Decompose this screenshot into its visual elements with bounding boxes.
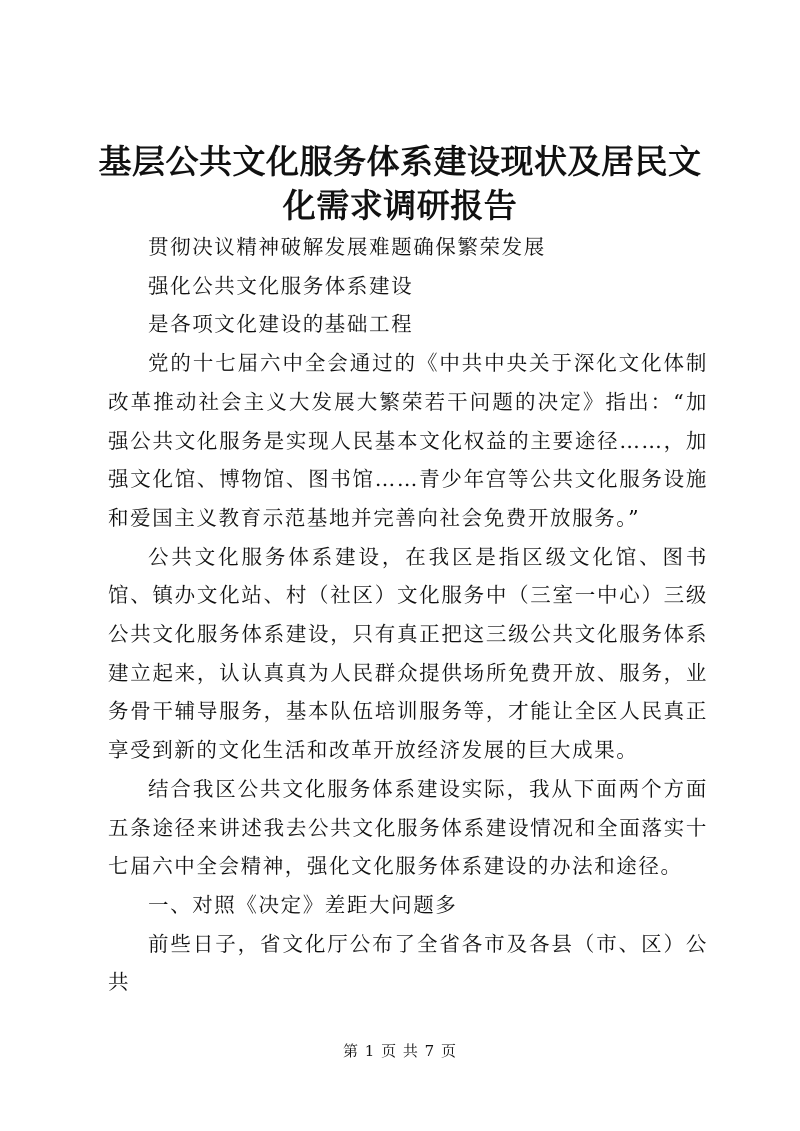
paragraph-1: 贯彻决议精神破解发展难题确保繁荣发展	[148, 235, 546, 259]
section-heading: 一、对照《决定》差距大问题多	[148, 892, 458, 917]
document-title: 基层公共文化服务体系建设现状及居民文化需求调研报告	[98, 142, 702, 225]
paragraph-7: 前些日子，省文化厅公布了全省各市及各县（市、区）公共	[108, 931, 708, 995]
page-footer: 第 1 页 共 7 页	[343, 1042, 457, 1060]
paragraph-5: 公共文化服务体系建设，在我区是指区级文化馆、图书馆、镇办文化站、村（社区）文化服务中（三室一中心）三级公共文化服务体系建设，只有真正把这三级公共文化服务体系建立起来，认认真真为人民群众提供场所免费开放、服务，业务骨干辅导服务，基本队伍培训服务等，才能让全区人民真正享受到新的文化生活和改革开放经济发展的巨大成果。	[108, 544, 708, 763]
document-body	[108, 228, 708, 1002]
paragraph-6: 结合我区公共文化服务体系建设实际，我从下面两个方面五条途径来讲述我去公共文化服务体系建设情况和全面落实十七届六中全会精神，强化文化服务体系建设的办法和途径。	[108, 776, 708, 879]
paragraph-4: 党的十七届六中全会通过的《中共中央关于深化文化体制改革推动社会主义大发展大繁荣若干问题的决定》指出：“加强公共文化服务是实现人民基本文化权益的主要途径……，加强文化馆、博物馆、图书馆……青少年宫等公共文化服务设施和爱国主义教育示范基地并完善向社会免费开放服务。”	[108, 351, 708, 530]
paragraph-2: 强化公共文化服务体系建设	[148, 273, 414, 298]
paragraph-3: 是各项文化建设的基础工程	[148, 312, 414, 337]
